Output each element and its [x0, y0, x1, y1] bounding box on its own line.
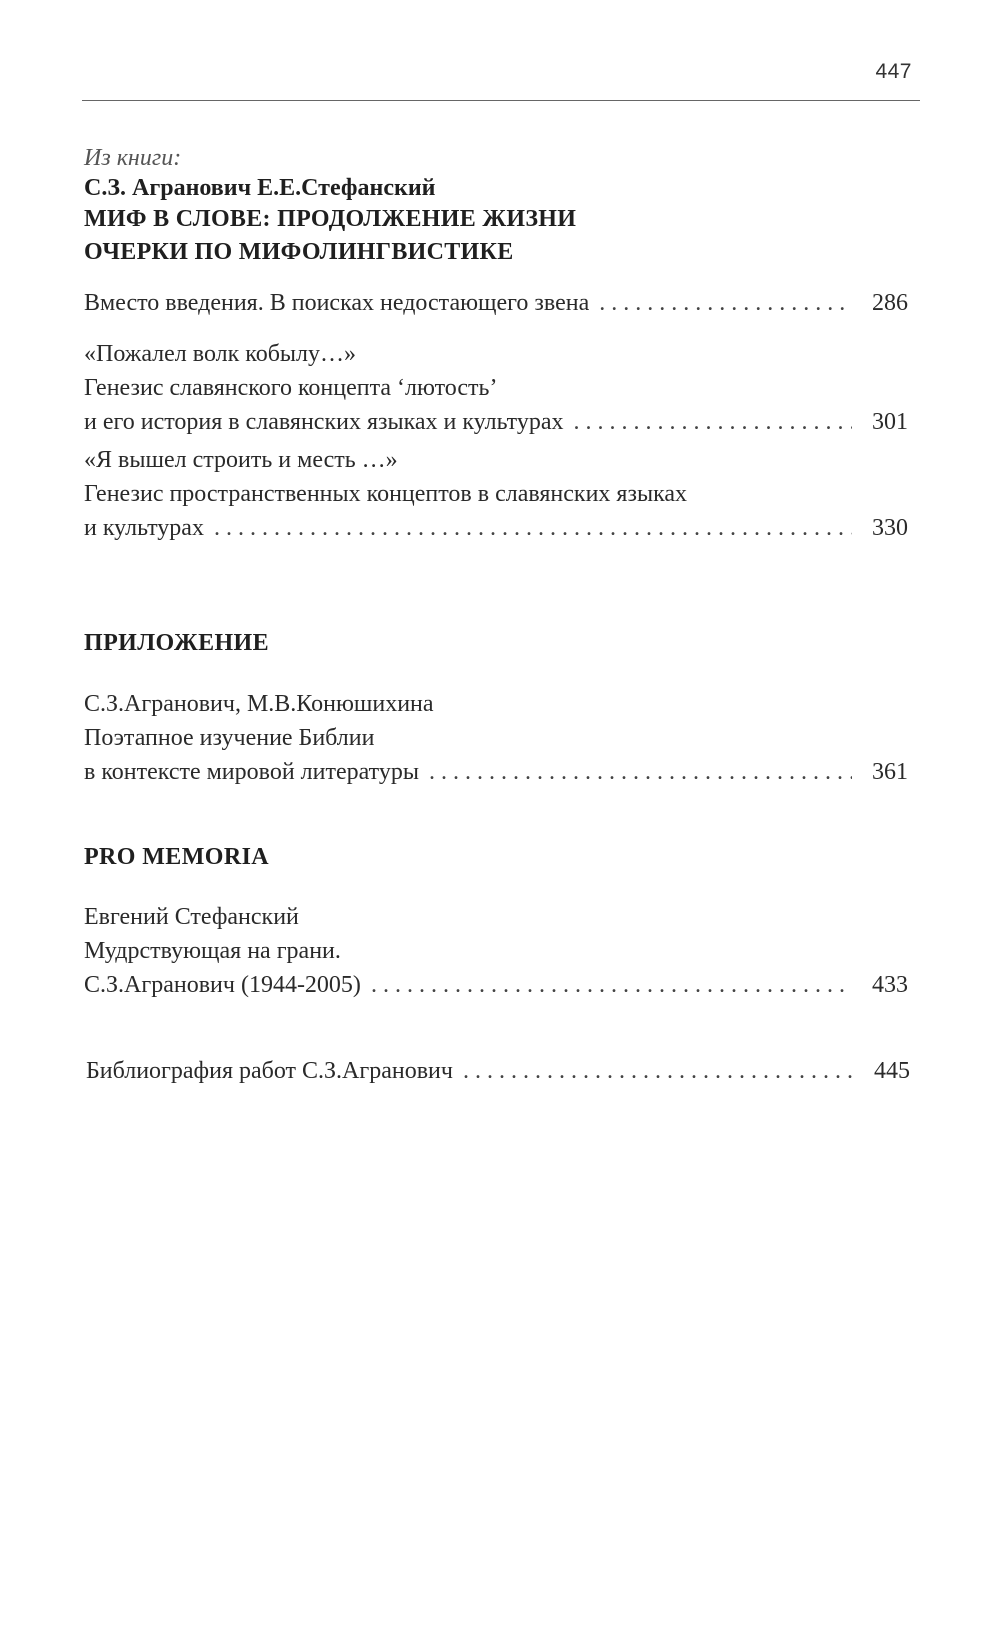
- dot-leader: [214, 511, 852, 545]
- toc-entry-title: Вместо введения. В поисках недостающего звена: [84, 290, 590, 316]
- toc-entry-line: Генезис славянского концепта ‘лютость’: [84, 375, 498, 401]
- book-title-line-2: ОЧЕРКИ ПО МИФОЛИНГВИСТИКЕ: [84, 239, 514, 265]
- toc-entry-bible-study[interactable]: [84, 687, 908, 789]
- toc-entry-memoria[interactable]: [84, 900, 908, 1002]
- toc-page-number: 361: [872, 759, 908, 785]
- page-number: 447: [875, 60, 912, 83]
- dot-leader: [574, 405, 853, 439]
- toc-entry-bibliography[interactable]: [86, 1054, 910, 1088]
- toc-entry-leader-line: [84, 405, 908, 439]
- toc-entry-line: «Пожалел волк кобылу…»: [84, 341, 357, 367]
- toc-entry-leader-line: [86, 1054, 910, 1088]
- toc-entry-line: Генезис пространственных концептов в славянских языках: [84, 481, 688, 507]
- toc-entry-line: Мудрствующая на грани.: [84, 938, 341, 964]
- toc-entry-leader-line: [84, 511, 908, 545]
- toc-entry-line: «Я вышел строить и месть …»: [84, 447, 398, 473]
- toc-entry-line: С.З.Агранович, М.В.Конюшихина: [84, 691, 434, 717]
- appendix-heading: ПРИЛОЖЕНИЕ: [84, 630, 270, 656]
- pro-memoria-heading: PRO MEMORIA: [84, 844, 270, 870]
- toc-page-number: 433: [872, 972, 908, 998]
- dot-leader: [463, 1054, 854, 1088]
- book-title-line-1: МИФ В СЛОВЕ: ПРОДОЛЖЕНИЕ ЖИЗНИ: [84, 206, 577, 232]
- toc-entry-title: С.З.Агранович (1944-2005): [84, 972, 361, 998]
- dot-leader: [429, 755, 852, 789]
- toc-entry-spatial-concepts[interactable]: [84, 443, 908, 545]
- toc-page-number: 301: [872, 409, 908, 435]
- toc-page-number: 330: [872, 515, 908, 541]
- toc-entry-line: Евгений Стефанский: [84, 904, 299, 930]
- toc-entry-leader-line: [84, 968, 908, 1002]
- book-authors: С.З. Агранович Е.Е.Стефанский: [84, 175, 436, 201]
- toc-entry-introduction[interactable]: [84, 286, 908, 320]
- toc-entry-leader-line: [84, 755, 908, 789]
- from-book-label: Из книги:: [84, 145, 182, 171]
- toc-entry-leader-line: [84, 286, 908, 320]
- toc-entry-title: и его история в славянских языках и культурах: [84, 409, 564, 435]
- toc-page-number: 445: [874, 1058, 910, 1084]
- toc-entry-line: Поэтапное изучение Библии: [84, 725, 375, 751]
- toc-page-number: 286: [872, 290, 908, 316]
- toc-entry-title: Библиография работ С.З.Агранович: [86, 1058, 453, 1084]
- toc-entry-lyutost[interactable]: [84, 337, 908, 439]
- toc-entry-title: в контексте мировой литературы: [84, 759, 419, 785]
- dot-leader: [599, 286, 852, 320]
- dot-leader: [371, 968, 852, 1002]
- header-rule: [82, 100, 920, 101]
- toc-entry-title: и культурах: [84, 515, 204, 541]
- book-info: [84, 143, 904, 269]
